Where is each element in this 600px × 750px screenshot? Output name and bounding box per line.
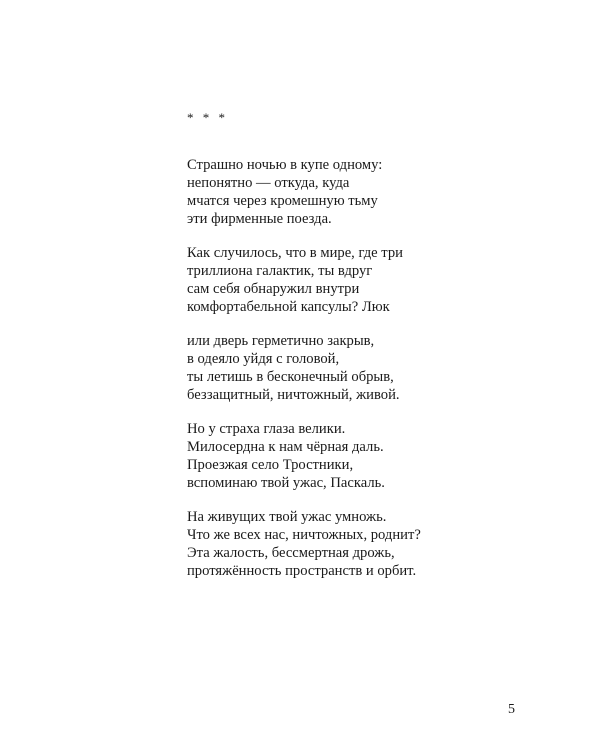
stanza-3 (187, 332, 567, 404)
stanza-5 (187, 508, 567, 580)
poem-line: Милосердна к нам чёрная даль. (187, 439, 384, 455)
poem-line: беззащитный, ничтожный, живой. (187, 387, 400, 403)
poem-line: ты летишь в бесконечный обрыв, (187, 369, 394, 385)
section-separator: * * * (187, 110, 228, 125)
poem-line: Что же всех нас, ничтожных, роднит? (187, 527, 421, 543)
poem-line: протяжённость пространств и орбит. (187, 563, 417, 579)
poem-line: Но у страха глаза велики. (187, 421, 346, 437)
poem-line: сам себя обнаружил внутри (187, 281, 360, 297)
poem-line: эти фирменные поезда. (187, 211, 332, 227)
poem-line: На живущих твой ужас умножь. (187, 509, 387, 525)
poem-line: комфортабельной капсулы? Люк (187, 299, 390, 315)
stanza-2 (187, 244, 567, 316)
stanza-1 (187, 156, 567, 228)
poem-line: Как случилось, что в мире, где три (187, 245, 403, 261)
page-number: 5 (508, 702, 515, 717)
poem-line: в одеяло уйдя с головой, (187, 351, 340, 367)
poem-line: вспоминаю твой ужас, Паскаль. (187, 475, 385, 491)
poem-line: или дверь герметично закрыв, (187, 333, 375, 349)
poem-line: непонятно — откуда, куда (187, 175, 350, 191)
poem-line: Эта жалость, бессмертная дрожь, (187, 545, 395, 561)
stanza-4 (187, 420, 567, 492)
poem (187, 110, 567, 596)
poem-line: Страшно ночью в купе одному: (187, 157, 383, 173)
poem-line: мчатся через кромешную тьму (187, 193, 378, 209)
poem-line: Проезжая село Тростники, (187, 457, 354, 473)
poem-line: триллиона галактик, ты вдруг (187, 263, 373, 279)
